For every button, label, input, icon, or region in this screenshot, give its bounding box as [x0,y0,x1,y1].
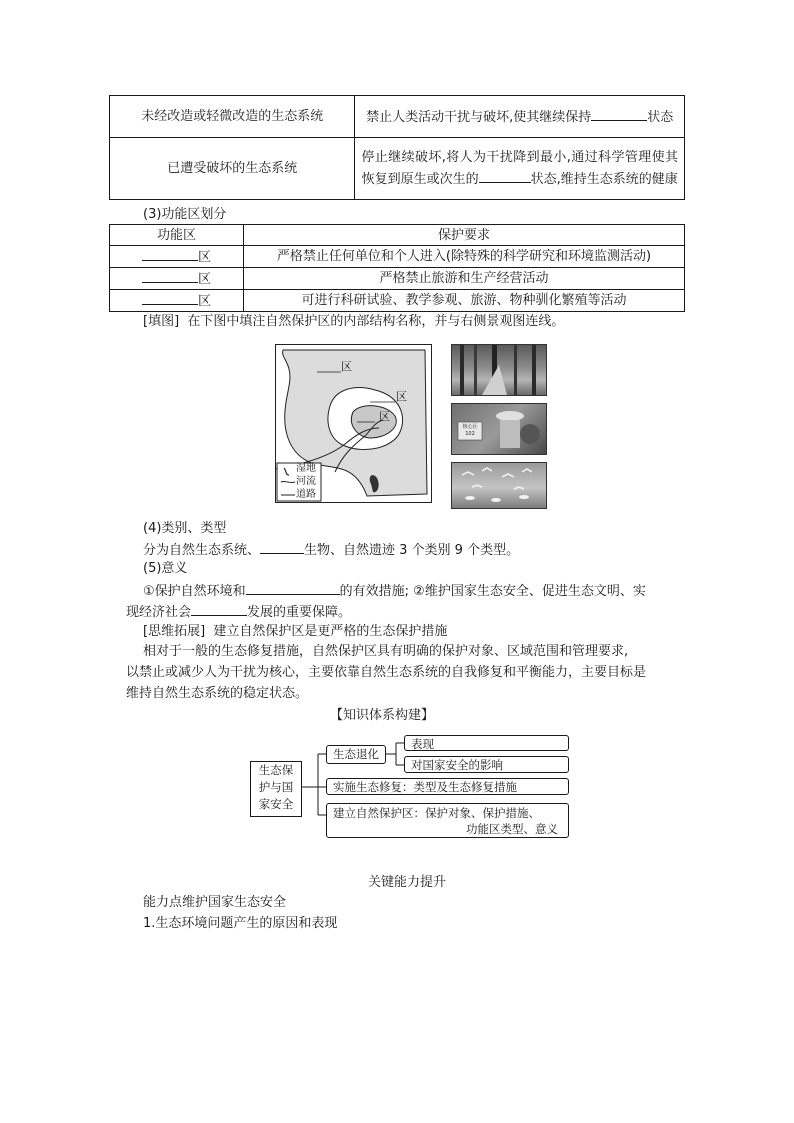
requirement-cell: 严格禁止旅游和生产经营活动 [244,268,685,290]
answer-blank[interactable] [260,539,304,554]
table-row [110,138,685,200]
root-node: 生态保 护与国 家安全 [250,761,302,817]
extension-text: 维持自然生态系统的稳定状态。 [126,686,309,701]
extension-heading: [思维拓展] 建立自然保护区是更严格的生态保护措施 [143,624,448,639]
fill-task: [填图] 在下图中填注自然保护区的内部结构名称，并与右侧景观图连线。 [143,314,565,329]
section-text: 分为自然生态系统、 生物、自然遗迹 3 个类别 9 个类型。 [143,539,519,561]
table-row [110,290,685,312]
section-title: (3)功能区划分 [143,207,227,222]
zone-label: 区 [396,390,407,403]
column-header: 功能区 [110,225,244,246]
forest-photo [451,344,547,396]
degradation-node: 生态退化 [326,745,386,764]
table-row [110,96,685,138]
restoration-node: 实施生态修复：类型及生态修复措施 [326,778,569,795]
zone-cell: 区 [110,246,244,268]
wetland-birds-photo [451,462,547,509]
answer-blank[interactable] [191,601,247,616]
legend-road: 道路 [296,489,316,500]
ability-item: 1.生态环境问题产生的原因和表现 [143,916,338,931]
zone-cell: 区 [110,290,244,312]
nature-reserve-map [275,344,432,503]
requirement-cell: 严格禁止任何单位和个人进入(除特殊的科学研究和环境监测活动) [244,246,685,268]
column-header: 保护要求 [244,225,685,246]
security-impact-node: 对国家安全的影响 [404,756,569,773]
table-header-row [110,225,685,246]
research-photo [451,403,547,455]
section-title: (4)类别、类型 [143,521,227,536]
answer-blank[interactable] [142,290,198,305]
table-row [110,246,685,268]
answer-blank[interactable] [142,268,198,283]
zone-sign-text: 核心区 102 [462,424,478,437]
zone-label: 区 [379,410,390,423]
ability-heading: 关键能力提升 [368,875,447,890]
legend-wetland: 湿地 [296,463,316,474]
section-title: (5)意义 [143,561,188,576]
requirement-cell: 可进行科研试验、教学参观、旅游、物种驯化繁殖等活动 [244,290,685,312]
manifestation-node: 表现 [404,735,569,751]
knowledge-heading: 【知识体系构建】 [330,708,435,723]
answer-blank[interactable] [591,106,647,121]
answer-blank[interactable] [479,168,531,183]
ecosystem-type-cell: 未经改造或轻微改造的生态系统 [110,96,355,138]
zone-label: 区 [341,360,352,373]
zone-cell: 区 [110,268,244,290]
section-text: 现经济社会 发展的重要保障。 [126,601,351,623]
extension-text: 以禁止或减少人为干扰为核心，主要依靠自然生态系统的自我修复和平衡能力，主要目标是 [126,665,647,680]
reserve-node: 建立自然保护区：保护对象、保护措施、 功能区类型、意义 [326,803,569,838]
legend-river: 河流 [296,476,316,487]
answer-blank[interactable] [246,580,340,595]
function-zone-table [109,224,685,312]
extension-text: 相对于一般的生态修复措施，自然保护区具有明确的保护对象、区域范围和管理要求, [143,644,629,659]
knowledge-mind-map [250,735,575,840]
ecosystem-protection-table [109,95,685,200]
protection-measure-cell: 禁止人类活动干扰与破坏,使其继续保持 状态 [355,96,685,138]
section-text: ①保护自然环境和 的有效措施; ②维护国家生态安全、促进生态文明、实 [143,580,646,602]
answer-blank[interactable] [142,246,198,261]
table-row [110,268,685,290]
ecosystem-type-cell: 已遭受破坏的生态系统 [110,138,355,200]
protection-measure-cell: 停止继续破坏,将人为干扰降到最小,通过科学管理使其恢复到原生或次生的 状态,维持生态系统的健康 [355,138,685,200]
landscape-photos [451,344,547,516]
ability-point: 能力点维护国家生态安全 [143,895,287,910]
